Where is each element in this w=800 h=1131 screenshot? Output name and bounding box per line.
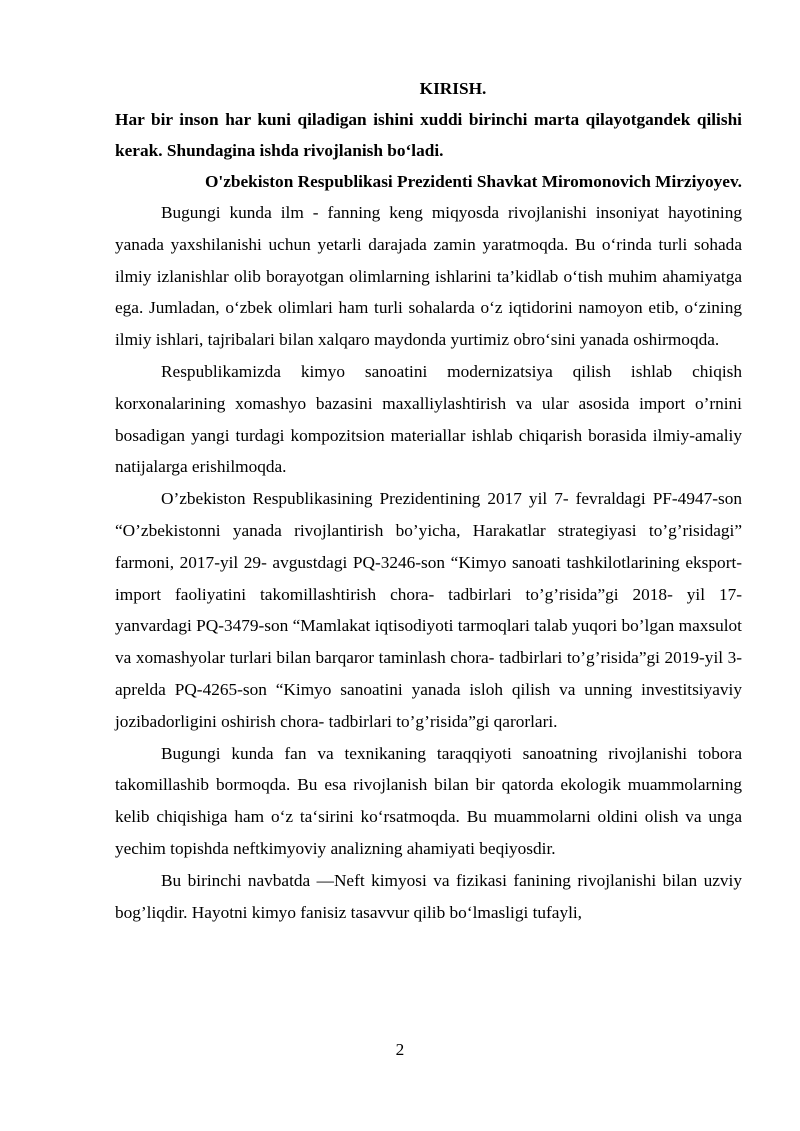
body-paragraph-2: Respublikamizda kimyo sanoatini modernizatsiya qilish ishlab chiqish korxonalarining xomashyo bazasini maxalliylashtirish va ular asosida import o’rnini bosadigan yangi turdagi kompozitsion materiallar ishlab chiqarish borasida ilmiy-amaliy natijalarga erishilmoqda. [115, 361, 742, 477]
body-paragraph-4: Bugungi kunda fan va texnikaning taraqqiyoti sanoatning rivojlanishi tobora takomillashib bormoqda. Bu esa rivojlanish bilan bir qatorda ekologik muammolarning kelib chiqishiga ham oʻz taʻsirini koʻrsatmoqda. Bu muammolarni oldini olish va unga yechim topishda neftkimyoviy analizning ahamiyati beqiyosdir. [115, 743, 742, 858]
page-title: KIRISH. [419, 79, 487, 98]
body-paragraph-3: O’zbekiston Respublikasining Prezidentining 2017 yil 7- fevraldagi PF-4947-son “O’zbekistonni yanada rivojlantirish bo’yicha, Harakatlar strategiyasi to’g’risidagi” farmoni, 2017-yil 29- avgustdagi PQ-3246-son “Kimyo sanoati tashkilotlarining eksport-import faoliyatini takomillashtirish chora- tadbirlari to’g’risida”gi 2018- yil 17- yanvardagi PQ-3479-son “Mamlakat iqtisodiyoti tarmoqlari talab yuqori bo’lgan maxsulot va xomashyolar turlari bilan barqaror taminlash chora- tadbirlari to’g’risida”gi 2019-yil 3-aprelda PQ-4265-son “Kimyo sanoatini yanada isloh qilish va unning investitsiyaviy jozibadorligini oshirish chora- tadbirlari to’g’risida”gi qarorlari. [115, 489, 742, 731]
document-page [115, 74, 742, 928]
body-paragraph-1: Bugungi kunda ilm - fanning keng miqyosda rivojlanishi insoniyat hayotining yanada yaxshilanishi uchun yetarli darajada zamin yaratmoqda. Bu oʻrinda turli sohada ilmiy izlanishlar olib borayotgan olimlarning ishlarini ta’kidlab oʻtish muhim ahamiyatga ega. Jumladan, oʻzbek olimlari ham turli sohalarda oʻz iqtidorini namoyon etib, oʻzining ilmiy ishlari, tajribalari bilan xalqaro maydonda yurtimiz obroʻsini yanada oshirmoqda. [115, 203, 742, 350]
epigraph-quote: Har bir inson har kuni qiladigan ishini xuddi birinchi marta qilayotgandek qilishi kerak. Shundagina ishda rivojlanish boʻladi. [115, 110, 742, 160]
body-paragraph-5: Bu birinchi navbatda —Neft kimyosi va fizikasi fanining rivojlanishi bilan uzviy bog’liqdir. Hayotni kimyo fanisiz tasavvur qilib boʻlmasligi tufayli, [115, 870, 742, 922]
epigraph-attribution: O'zbekiston Respublikasi Prezidenti Shavkat Miromonovich Mirziyoyev. [204, 172, 742, 191]
page-number: 2 [395, 1040, 405, 1059]
